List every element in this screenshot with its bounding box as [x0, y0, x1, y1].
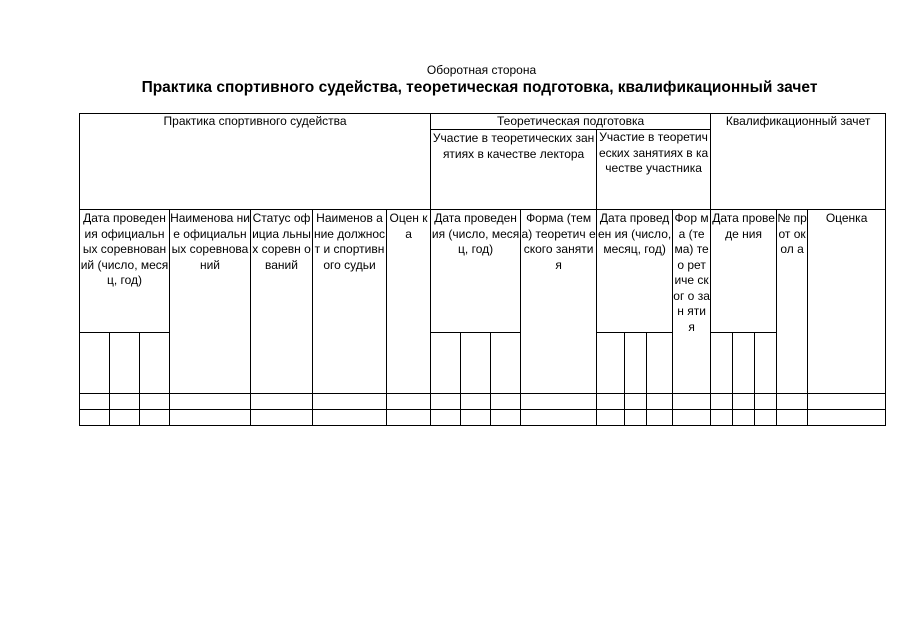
- date-month-cell: [110, 333, 140, 394]
- date-day-cell: [597, 333, 625, 394]
- participant-form-header: Фор ма (те ма) тео рет иче ског о зан яти я: [673, 210, 711, 394]
- qual-grade-header: Оценка: [808, 210, 886, 394]
- practice-grade-header: Оцен ка: [387, 210, 431, 394]
- date-day-cell: [711, 333, 733, 394]
- date-year-cell: [647, 333, 673, 394]
- form-side-label: Оборотная сторона: [426, 63, 537, 77]
- practice-status-header: Статус официа льных соревн ований: [251, 210, 313, 394]
- table-row: [80, 410, 886, 426]
- date-year-cell: [491, 333, 521, 394]
- practice-group-header: Практика спортивного судейства: [80, 114, 431, 210]
- table-row: [80, 394, 886, 410]
- date-month-cell: [461, 333, 491, 394]
- date-day-cell: [80, 333, 110, 394]
- lecturer-form-header: Форма (тема) теоретич еского занятия: [521, 210, 597, 394]
- practice-date-header: Дата проведения официальн ых соревнован ий (число, месяц, год): [80, 210, 170, 333]
- page-title: Практика спортивного судейства, теоретическая подготовка, квалификационный зачет: [141, 79, 818, 96]
- lecturer-subgroup-header: Участие в теоретических занятиях в качестве лектора: [431, 130, 597, 210]
- date-day-cell: [431, 333, 461, 394]
- qual-protocol-header: № пр от ок ол а: [777, 210, 808, 394]
- participant-date-header: Дата проведен ия (число, месяц, год): [597, 210, 673, 333]
- judging-record-table: [79, 113, 886, 426]
- date-month-cell: [733, 333, 755, 394]
- practice-name-header: Наименова ние официальн ых соревнова ний: [170, 210, 251, 394]
- qualification-group-header: Квалификационный зачет: [711, 114, 886, 210]
- date-year-cell: [140, 333, 170, 394]
- date-year-cell: [755, 333, 777, 394]
- lecturer-date-header: Дата проведения (число, месяц, год): [431, 210, 521, 333]
- qual-date-header: Дата проведе ния: [711, 210, 777, 333]
- participant-subgroup-header: Участие в теоретических занятиях в качестве участника: [597, 130, 711, 210]
- date-month-cell: [625, 333, 647, 394]
- theory-group-header: Теоретическая подготовка: [431, 114, 711, 130]
- practice-position-header: Наименов ание должност и спортивн ого судьи: [313, 210, 387, 394]
